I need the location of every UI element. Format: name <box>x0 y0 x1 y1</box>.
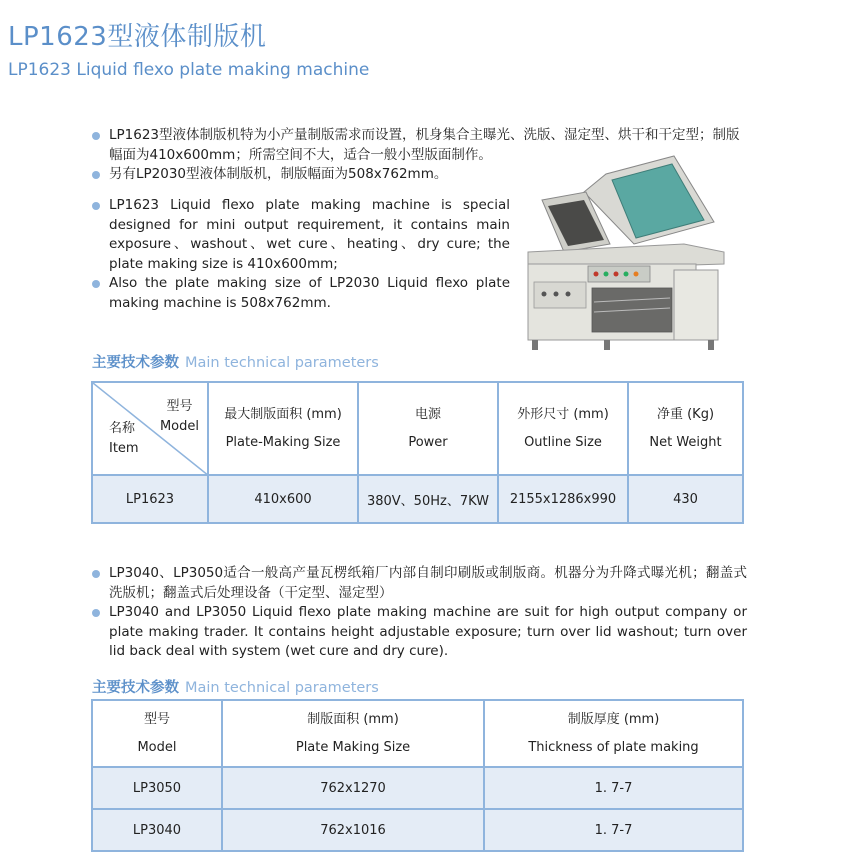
spec-table-lp3040 <box>91 699 744 852</box>
page-title-cn: LP1623型液体制版机 <box>8 22 267 52</box>
corner-item-label <box>109 419 139 459</box>
table-cell: 1. 7-7 <box>484 767 743 809</box>
corner-item-cn: 名称 <box>109 421 136 436</box>
header-en: Outline Size <box>524 434 602 450</box>
header-en: Net Weight <box>649 434 722 450</box>
list-item: 另有LP2030型液体制版机，制版幅面为508x762mm。 <box>92 165 747 185</box>
table-cell: 762x1270 <box>222 767 484 809</box>
header-cn: 制版面积 (mm) <box>307 711 399 727</box>
table-header-row <box>92 700 743 767</box>
spec-table-lp1623 <box>91 381 744 524</box>
table-cell: 430 <box>628 475 743 523</box>
table-cell: 380V、50Hz、7KW <box>358 475 498 523</box>
header-cell <box>208 382 358 475</box>
diagonal-header-cell <box>92 382 208 475</box>
list-item: LP3040、LP3050适合一般高产量瓦楞纸箱厂内部自制印刷版或制版商。机器分为升降式曝光机；翻盖式洗版机；翻盖式后处理设备（干定型、湿定型） <box>92 564 747 603</box>
header-cn: 外形尺寸 (mm) <box>517 406 609 422</box>
table-row <box>92 475 743 523</box>
table-cell: LP3050 <box>92 767 222 809</box>
table-cell: LP1623 <box>92 475 208 523</box>
list-item: LP1623型液体制版机特为小产量制版需求而设置，机身集合主曝光、洗版、湿定型、烘干和干定型；制版幅面为410x600mm；所需空间不大，适合一般小型版面制作。 <box>92 126 747 165</box>
header-cn: 制版厚度 (mm) <box>567 711 660 727</box>
intro-en-list <box>92 196 510 313</box>
section-heading-en: Main technical parameters <box>185 355 379 371</box>
machine-photo <box>524 152 746 364</box>
header-cell <box>498 382 628 475</box>
table-cell: 1. 7-7 <box>484 809 743 851</box>
table-header-row <box>92 382 743 475</box>
header-cell <box>628 382 743 475</box>
table-cell: 410x600 <box>208 475 358 523</box>
table-cell: 2155x1286x990 <box>498 475 628 523</box>
header-cell <box>222 700 484 767</box>
header-cell <box>92 700 222 767</box>
page-title-en: LP1623 Liquid flexo plate making machine <box>8 60 370 80</box>
table-row <box>92 809 743 851</box>
lp3040-list <box>92 564 747 662</box>
list-item: LP1623 Liquid flexo plate making machine is special designed for mini output requirement, it contains main exposure、washout、wet cure、heating、dry cure; the plate making size is 410x600mm; <box>92 196 510 274</box>
header-cn: 型号 <box>143 711 170 727</box>
header-en: Plate Making Size <box>295 739 411 755</box>
table-cell: 762x1016 <box>222 809 484 851</box>
section-heading-cn: 主要技术参数 <box>92 680 179 696</box>
header-en: Power <box>408 434 448 450</box>
section-heading-1 <box>92 351 379 372</box>
header-cn: 电源 <box>414 406 441 422</box>
table-cell: LP3040 <box>92 809 222 851</box>
header-en: Thickness of plate making <box>528 739 699 755</box>
header-en: Model <box>137 739 177 755</box>
header-cn: 净重 (Kg) <box>656 406 715 422</box>
header-cn: 最大制版面积 (mm) <box>224 406 342 422</box>
header-en: Plate-Making Size <box>225 434 341 450</box>
corner-item-en: Item <box>109 441 139 456</box>
header-cell <box>358 382 498 475</box>
corner-model-cn: 型号 <box>166 399 193 414</box>
list-item: Also the plate making size of LP2030 Liquid flexo plate making machine is 508x762mm. <box>92 274 510 313</box>
header-cell <box>484 700 743 767</box>
section-heading-en: Main technical parameters <box>185 680 379 696</box>
section-heading-cn: 主要技术参数 <box>92 355 179 371</box>
corner-model-label <box>160 397 199 437</box>
section-heading-2 <box>92 676 379 697</box>
list-item: LP3040 and LP3050 Liquid flexo plate making machine are suit for high output company or plate making trader. It contains height adjustable exposure; turn over lid washout; turn over lid back deal with system (wet cure and dry cure). <box>92 603 747 662</box>
corner-model-en: Model <box>159 419 199 434</box>
table-row <box>92 767 743 809</box>
